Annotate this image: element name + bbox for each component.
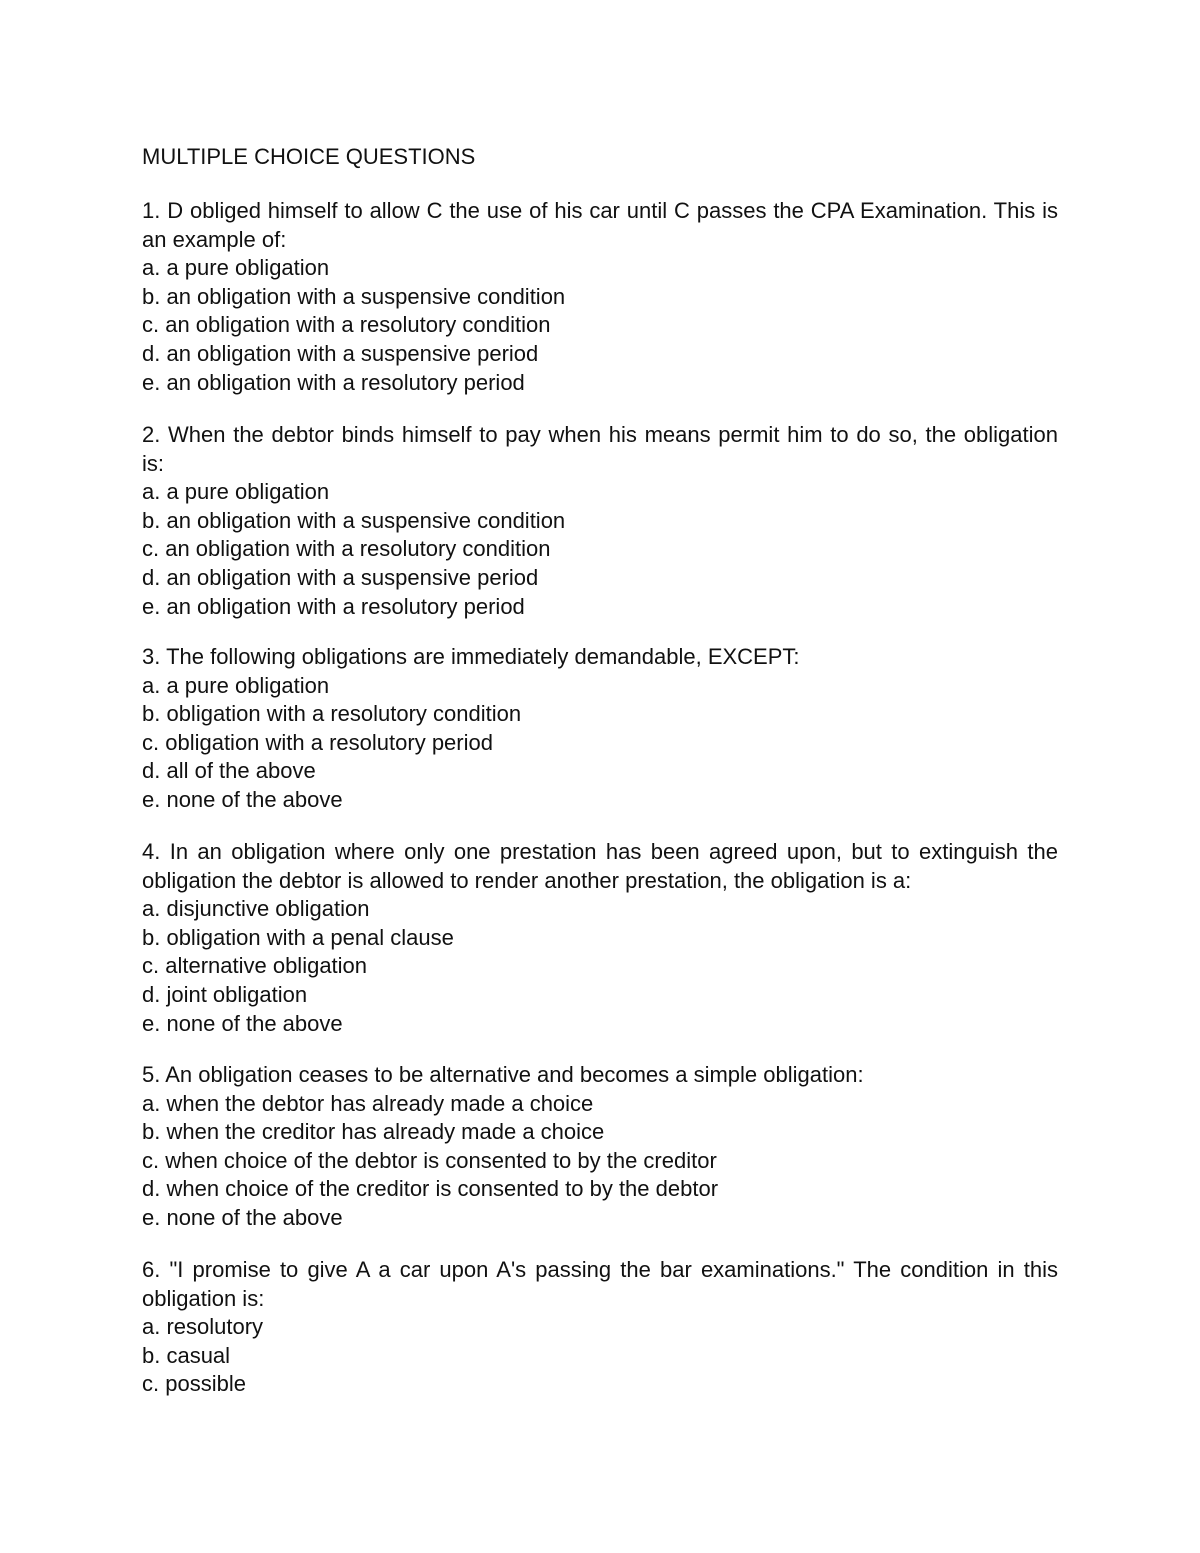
question-stem: 6. "I promise to give A a car upon A's passing the bar examinations." The condition in this obligation is: [142,1257,1058,1311]
question-stem: 3. The following obligations are immediately demandable, EXCEPT: [142,644,800,669]
answer-options [142,1313,1058,1399]
answer-option: c. an obligation with a resolutory condition [142,312,551,338]
question-stem: 2. When the debtor binds himself to pay when his means permit him to do so, the obligation is: [142,422,1058,476]
answer-options [142,672,1058,815]
answer-option: a. a pure obligation [142,479,330,505]
answer-option: d. an obligation with a suspensive period [142,564,539,590]
answer-option: e. none of the above [142,1010,343,1036]
question-2 [142,421,1058,621]
question-5 [142,1061,1058,1233]
answer-option: d. an obligation with a suspensive period [142,340,539,366]
answer-option: a. when the debtor has already made a choice [142,1090,594,1116]
answer-option: a. disjunctive obligation [142,896,370,922]
answer-option: e. none of the above [142,1204,343,1230]
answer-option: d. all of the above [142,758,316,784]
answer-option: a. a pure obligation [142,255,330,281]
answer-option: e. an obligation with a resolutory period [142,369,525,395]
answer-options [142,254,1058,397]
answer-option: b. an obligation with a suspensive condition [142,507,566,533]
answer-options [142,1090,1058,1233]
answer-option: e. none of the above [142,786,343,812]
question-1 [142,197,1058,397]
answer-option: b. obligation with a penal clause [142,924,454,950]
answer-option: d. when choice of the creditor is consented to by the debtor [142,1176,719,1202]
document-title: MULTIPLE CHOICE QUESTIONS [142,144,476,169]
answer-options [142,895,1058,1038]
question-6 [142,1256,1058,1399]
answer-option: a. a pure obligation [142,672,330,698]
question-stem: 5. An obligation ceases to be alternative and becomes a simple obligation: [142,1062,864,1087]
answer-option: a. resolutory [142,1314,264,1340]
answer-option: c. when choice of the debtor is consented to by the creditor [142,1147,717,1173]
answer-option: c. obligation with a resolutory period [142,729,493,755]
question-stem: 1. D obliged himself to allow C the use of his car until C passes the CPA Examination. This is an example of: [142,198,1058,252]
answer-option: c. an obligation with a resolutory condition [142,536,551,562]
answer-option: b. obligation with a resolutory condition [142,701,522,727]
answer-option: b. an obligation with a suspensive condition [142,283,566,309]
question-4 [142,838,1058,1038]
answer-option: b. casual [142,1342,231,1368]
answer-option: e. an obligation with a resolutory period [142,593,525,619]
answer-option: b. when the creditor has already made a choice [142,1119,605,1145]
answer-options [142,478,1058,621]
question-stem: 4. In an obligation where only one prestation has been agreed upon, but to extinguish the obligation the debtor is allowed to render another prestation, the obligation is a: [142,839,1058,893]
answer-option: c. possible [142,1371,246,1397]
answer-option: d. joint obligation [142,981,308,1007]
question-3 [142,643,1058,815]
answer-option: c. alternative obligation [142,953,368,979]
